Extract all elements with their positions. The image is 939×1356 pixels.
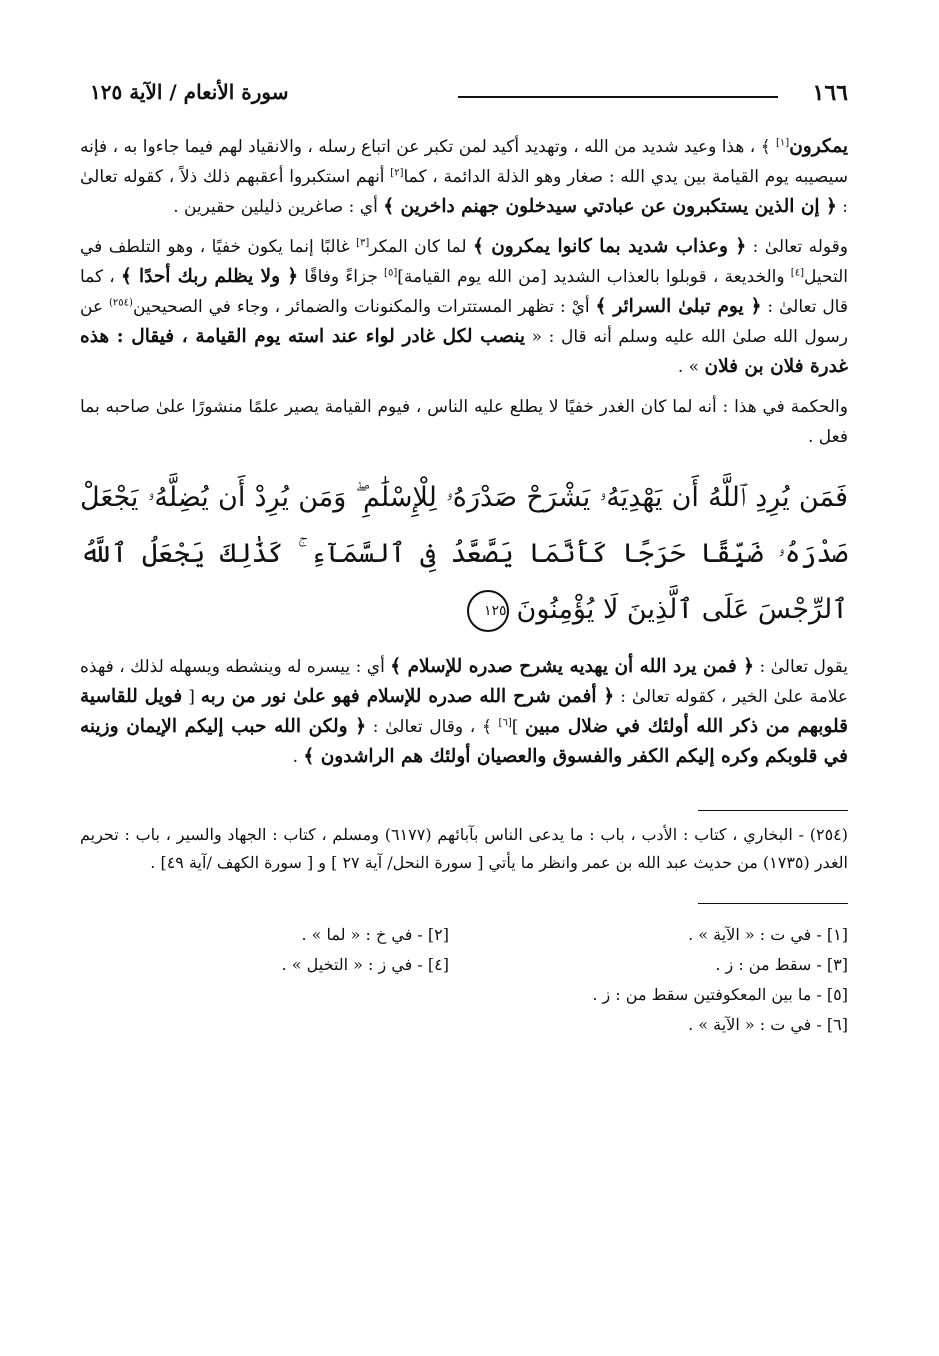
quran-quote: ﴿ أفمن شرح الله صدره للإسلام فهو علىٰ نور من ربه xyxy=(200,686,615,707)
note-ref: [٢] xyxy=(390,167,404,179)
verse-number-badge: ١٢٥ xyxy=(467,590,509,632)
note-ref: [٦] xyxy=(498,717,512,729)
header-rule xyxy=(458,96,778,98)
note-ref: [٥] xyxy=(384,267,398,279)
page-number: ١٦٦ xyxy=(812,80,848,106)
verse-line-2: صَدْرَهُۥ ضَيِّقًا حَرَجًا كَأَنَّمَا يَصَّعَّدُ فِى ٱلسَّمَآءِ ۚ كَذَٰلِكَ يَجْعَلُ ٱللَّهُ xyxy=(80,538,848,569)
note-4: [٤] - في ز : « التخيل » . xyxy=(281,955,449,974)
note-2: [٢] - في خ : « لما » . xyxy=(301,925,449,944)
surah-reference: سورة الأنعام / الآية ١٢٥ xyxy=(90,80,289,104)
text: ، كما قال تعالىٰ : xyxy=(80,267,848,317)
text: والخديعة ، قوبلوا بالعذاب الشديد [من الله يوم القيامة] xyxy=(397,267,791,287)
note-ref: [١] xyxy=(776,137,790,149)
text: وقوله تعالىٰ : xyxy=(746,237,849,257)
paragraph-4 xyxy=(80,652,848,772)
text: يقول تعالىٰ : xyxy=(754,657,848,677)
footnote-254: (٢٥٤) - البخاري ، كتاب : الأدب ، باب : ما يدعى الناس بآبائهم (٦١٧٧) ومسلم ، كتاب : الجهاد والسير ، باب : تحريم الغدر (١٧٣٥) من حديث عبد الله بن عمر وانظر ما يأتي [ سورة النحل/ آية ٢٧ ] و [ سورة الكهف /آية ٤٩] . xyxy=(80,825,848,872)
page-header xyxy=(80,70,848,110)
text: ﴾ ، وقال تعالىٰ : xyxy=(366,717,499,737)
note-6: [٦] - في ت : « الآية » . xyxy=(688,1015,848,1034)
note-ref: [٣] xyxy=(356,237,370,249)
verse-line-3-text: ٱلرِّجْسَ عَلَى ٱلَّذِينَ لَا يُؤْمِنُونَ xyxy=(516,594,848,625)
footnote-separator xyxy=(698,810,848,811)
text: ﴾ ، هذا وعيد شديد من الله ، وتهديد أكيد لمن تكبر عن اتباع رسله ، والانقياد لهم فيما جاءوا به ، فإنه سيصيبه يوم القيامة بين يدي الله : صغار وهو الذلة الدائمة ، كما xyxy=(80,137,848,187)
text: غالبًا إنما يكون خفيًا ، وهو التلطف في التحيل xyxy=(80,237,848,287)
notes-separator xyxy=(698,903,848,904)
quran-quote: ﴿ يوم تبلىٰ السرائر ﴾ xyxy=(595,296,762,317)
quran-quote: فويل للقاسية قلوبهم من ذكر الله أولئك في ضلال مبين xyxy=(80,686,848,737)
note-ref: [٤] xyxy=(790,267,804,279)
text: جزاءً وفاقًا xyxy=(298,267,385,287)
quote-fragment: يمكرون xyxy=(789,136,848,157)
text: عن رسول الله صلىٰ الله عليه وسلم أنه قال : « xyxy=(80,297,848,347)
paragraph-2 xyxy=(80,232,848,382)
quran-quote: ﴿ ولكن الله حبب إليكم الإيمان وزينه في قلوبكم وكره إليكم الكفر والفسوق والعصيان أولئك هم الراشدون ﴾ xyxy=(80,716,848,767)
text: لما كان المكر xyxy=(369,237,473,257)
book-page xyxy=(80,70,848,1310)
text: أي : صاغرين ذليلين حقيرين . xyxy=(173,197,384,217)
quran-quote: ﴿ ولا يظلم ربك أحدًا ﴾ xyxy=(120,266,299,287)
text: أيْ : تظهر المستترات والمكنونات والضمائر ، وجاء في الصحيحين xyxy=(132,297,596,317)
text: [ xyxy=(182,687,201,707)
editorial-notes xyxy=(80,920,848,1040)
quran-quote: ﴿ فمن يرد الله أن يهديه يشرح صدره للإسلام ﴾ xyxy=(390,656,754,677)
text: أنهم استكبروا أعقبهم ذلك ذلاً ، كقوله تعالىٰ : xyxy=(80,167,848,217)
hadith-quote: ينصب لكل غادر لواء عند استه يوم القيامة ، فيقال : هذه غدرة فلان بن فلان xyxy=(80,326,848,377)
note-5: [٥] - ما بين المعكوفتين سقط من : ز . xyxy=(592,985,848,1004)
quran-quote: ﴿ وعذاب شديد بما كانوا يمكرون ﴾ xyxy=(472,236,747,257)
text: » . xyxy=(677,357,705,377)
text: أي : ييسره له وينشطه ويسهله لذلك ، فهذه علامة علىٰ الخير ، كقوله تعالىٰ : xyxy=(80,657,849,707)
footnote-ref: (٢٥٤) xyxy=(109,297,133,309)
text: . xyxy=(292,747,304,767)
quran-verse-block xyxy=(80,470,848,638)
paragraph-1 xyxy=(80,132,848,222)
verse-line-1: فَمَن يُرِدِ ٱللَّهُ أَن يَهْدِيَهُۥ يَشْرَحْ صَدْرَهُۥ لِلْإِسْلَٰمِ ۖ وَمَن يُرِدْ أَن يُضِلَّهُۥ يَجْعَلْ xyxy=(80,482,848,513)
verse-line-3 xyxy=(80,582,848,638)
note-1: [١] - في ت : « الآية » . xyxy=(688,925,848,944)
note-3: [٣] - سقط من : ز . xyxy=(715,955,848,974)
text: ] xyxy=(511,717,526,737)
paragraph-3: والحكمة في هذا : أنه لما كان الغدر خفيًا لا يطلع عليه الناس ، فيوم القيامة يصير علمًا منشورًا علىٰ صاحبه بما فعل . xyxy=(80,397,848,447)
quran-quote: ﴿ إن الذين يستكبرون عن عبادتي سيدخلون جهنم داخرين ﴾ xyxy=(383,196,837,217)
